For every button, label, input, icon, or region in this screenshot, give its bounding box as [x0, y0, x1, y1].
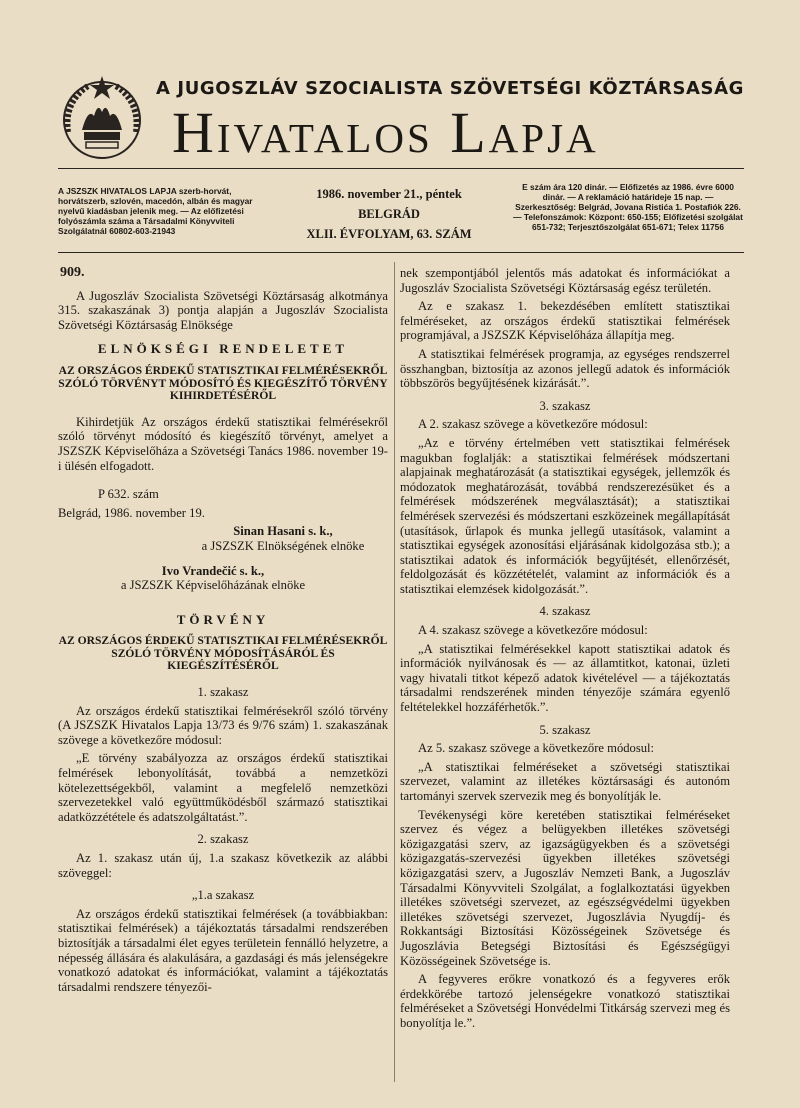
section-2-title: 2. szakasz — [197, 832, 249, 847]
section-3-title: 3. szakasz — [539, 398, 591, 413]
right-column — [400, 266, 730, 1035]
issue-number: XLII. ÉVFOLYAM, 63. SZÁM — [306, 227, 472, 241]
place-date: Belgrád, 1986. november 19. — [58, 505, 205, 520]
meta-rule — [58, 252, 744, 253]
section-1a-title: „1.a szakasz — [191, 888, 255, 903]
signatory-role-1: a JSZSZK Elnökségének elnöke — [201, 538, 365, 553]
signatory-name-2: Ivo Vrandečić s. k., — [161, 563, 265, 578]
law-subheading: AZ ORSZÁGOS ÉRDEKŰ STATISZTIKAI FELMÉRÉSEKRŐL SZÓLÓ TÖRVÉNY MÓDOSÍTÁSÁRÓL ÉS KIEGÉSZÍTÉSÉRŐL — [58, 634, 388, 673]
issue-info — [286, 184, 492, 244]
section-2-text: Az 1. szakasz után új, 1.a szakasz következik az alábbi szöveggel: — [58, 851, 388, 880]
republic-name: A JUGOSZLÁV SZOCIALISTA SZÖVETSÉGI KÖZTÁRSASÁG — [156, 78, 745, 99]
intro-paragraph: A Jugoszláv Szocialista Szövetségi Köztársaság alkotmánya 315. szakaszának 3) pontja alapján a Jugoszláv Szocialista Szövetségi Köztársaság Elnöksége — [58, 288, 388, 332]
continuation-2: Az e szakasz 1. bekezdésében említett statisztikai felméréseket, az országos érdekű statisztikai felmérések programjával, a JSZSZK Képviselőháza állapítja meg. — [400, 299, 730, 343]
section-5-paragraph-2: Tevékenységi köre keretében statisztikai felméréseket szervez és végez a belügyekben illetékes szövetségi közigazgatási szerv, az igazságügyekben és a szövetségi közigazgatás-szervezési ügyekben illetékes szövetségi közigazgatási szerv, a Jugoszláv Nemzeti Bank, a Jugoszláv Társadalmi Könyvviteli Szolgálat, a foglalkoztatási ügyekben illetékes szövetségi szervezet, az egészségvédelmi ügyekben illetékes szövetségi szervezet, Jugoszlávia Nyugdíj- és Rokkantsági Biztosítási Közösségeinek Szövetsége és Jugoszlávia Betegségi Biztosítási és Egészségügyi Közösségeinek Szövetsége is. — [400, 807, 730, 968]
section-3-text: A 2. szakasz szövege a következőre módosul: — [418, 417, 648, 432]
state-emblem-icon — [58, 72, 146, 164]
section-4-text: A 4. szakasz szövege a következőre módosul: — [418, 623, 648, 638]
subscription-info: A JSZSZK HIVATALOS LAPJA szerb-horvát, horvátszerb, szlovén, macedón, albán és magyar nyelvű kiadásban jelenik meg. — Az előfizetési folyószámla száma a Társadalmi Könyvviteli Szolgálatnál 60802-603-21943 — [58, 186, 253, 236]
section-1-title: 1. szakasz — [197, 685, 249, 700]
left-column — [58, 266, 388, 998]
signatory-role-2: a JSZSZK Képviselőházának elnöke — [120, 578, 306, 593]
price-contact-info: E szám ára 120 dinár. — Előfizetés az 1986. évre 6000 dinár. — A reklamáció határideje 15 nap. — Szerkesztőség: Belgrád, Jovana Ristića 1. Postafiók 226. — Telefonszámok: Központ: 650-155; Előfizetési szolgálat 651-732; Terjesztőszolgálat 651-671; Telex 11756 — [513, 182, 743, 232]
gazette-title: Hivatalos Lapja — [172, 100, 599, 165]
document-number: 909. — [60, 265, 85, 280]
section-1-text: Az országos érdekű statisztikai felmérésekről szóló törvény (A JSZSZK Hivatalos Lapja 13/73 és 9/76 szám) 1. szakaszának szövege a következőre módosul: — [58, 703, 388, 747]
section-5-paragraph-3: A fegyveres erőkre vonatkozó és a fegyveres erők érdekkörébe tartozó jelenségekre vonatkozó statisztikai felméréseket a Szövetségi Honvédelmi Titkárság szervezi meg és bonyolítja le.”. — [400, 972, 730, 1030]
decree-subheading: AZ ORSZÁGOS ÉRDEKŰ STATISZTIKAI FELMÉRÉSEKRŐL SZÓLÓ TÖRVÉNYT MÓDOSÍTÓ ÉS KIEGÉSZÍTŐ TÖRVÉNY KIHIRDETÉSÉRŐL — [58, 363, 388, 403]
section-4-title: 4. szakasz — [539, 604, 591, 619]
decree-heading: ELNÖKSÉGI RENDELETET — [97, 341, 349, 357]
issue-place: BELGRÁD — [358, 207, 420, 221]
section-3-quote: „Az e törvény értelmében vett statisztikai felmérések magukban foglalják: a statisztikai felmérések módszertani alapjainak meghatározását (a statisztikai egységek, jellemzők és módozatok meghatározását, továbbá rendszerezésüket és a felmérések módszerének megválasztását); a statisztikai felmérések szervezési és módszertani eszközeinek megállapítását (utasítások, űrlapok és munka jellegű utasítások, valamint a statisztikai egységek azonosítási eljárásának kidolgozása stb.); a statisztikai adatok és információk begyűjtését, ellenőrzését, feldolgozását és közzétételét, valamint az információk és a statisztikai elemzések kidolgozását.”. — [400, 435, 730, 596]
signature-2 — [98, 564, 328, 593]
header-rule — [58, 168, 744, 169]
reference-number: P 632. szám — [98, 487, 159, 502]
signatory-name-1: Sinan Hasani s. k., — [233, 524, 333, 539]
section-1a-text: Az országos érdekű statisztikai felmérések (a továbbiakban: statisztikai felmérések) a tájékoztatás társadalmi rendszerében biztosítják a társadalmi élet egyes területein fennálló helyzetre, a népesség állására és alakulására, a gazdasági és más jelenségekre vonatkozó adatokat és információkat, valamint a tájékoztatás társadalmi rendszere tényezői- — [58, 906, 388, 994]
decree-text: Kihirdetjük Az országos érdekű statisztikai felmérésekről szóló törvényt módosító és kiegészítő törvényt, amelyet a JSZSZK Képviselőháza a Szövetségi Tanács 1986. november 19-i ülésén elfogadott. — [58, 414, 388, 473]
section-5-quote: „A statisztikai felméréseket a szövetségi statisztikai szervezet, valamint az illetékes köztársasági és autonóm tartományi szervek szervezik meg és bonyolítják le. — [400, 759, 730, 803]
section-4-quote: „A statisztikai felmérésekkel kapott statisztikai adatok és információk nyilvánosak és — az államtitkot, katonai, üzleti vagy hivatali titkot képező adatok kivételével — a tájékoztatás társadalmi rendszerének minden tényezője számára egyenlő feltételekkel hozzáférhetők.”. — [400, 641, 730, 715]
issue-date: 1986. november 21., péntek — [316, 187, 462, 201]
continuation-3: A statisztikai felmérések programja, az egységes rendszerrel összhangban, biztosítja az azonos jellegű adatok és információk többszörös begyűjtésének kizárását.”. — [400, 346, 730, 391]
section-5-text: Az 5. szakasz szövege a következőre módosul: — [418, 741, 655, 756]
continuation-1: nek szempontjából jelentős más adatokat és információkat a Jugoszláv Szocialista Szövetségi Köztársaság egész területén. — [400, 266, 730, 295]
column-divider — [394, 262, 395, 1082]
section-5-title: 5. szakasz — [539, 722, 591, 737]
law-heading: TÖRVÉNY — [176, 611, 270, 627]
signature-1 — [178, 524, 388, 553]
section-1-quote: „E törvény szabályozza az országos érdekű statisztikai felmérések lebonyolítását, továbbá a nemzetközi kötelezettségekből, valamint a megfelelő nemzetközi szervezetekkel való együttműködésből származó statisztikai adatközzététele és adatszolgáltatást.”. — [58, 751, 388, 824]
